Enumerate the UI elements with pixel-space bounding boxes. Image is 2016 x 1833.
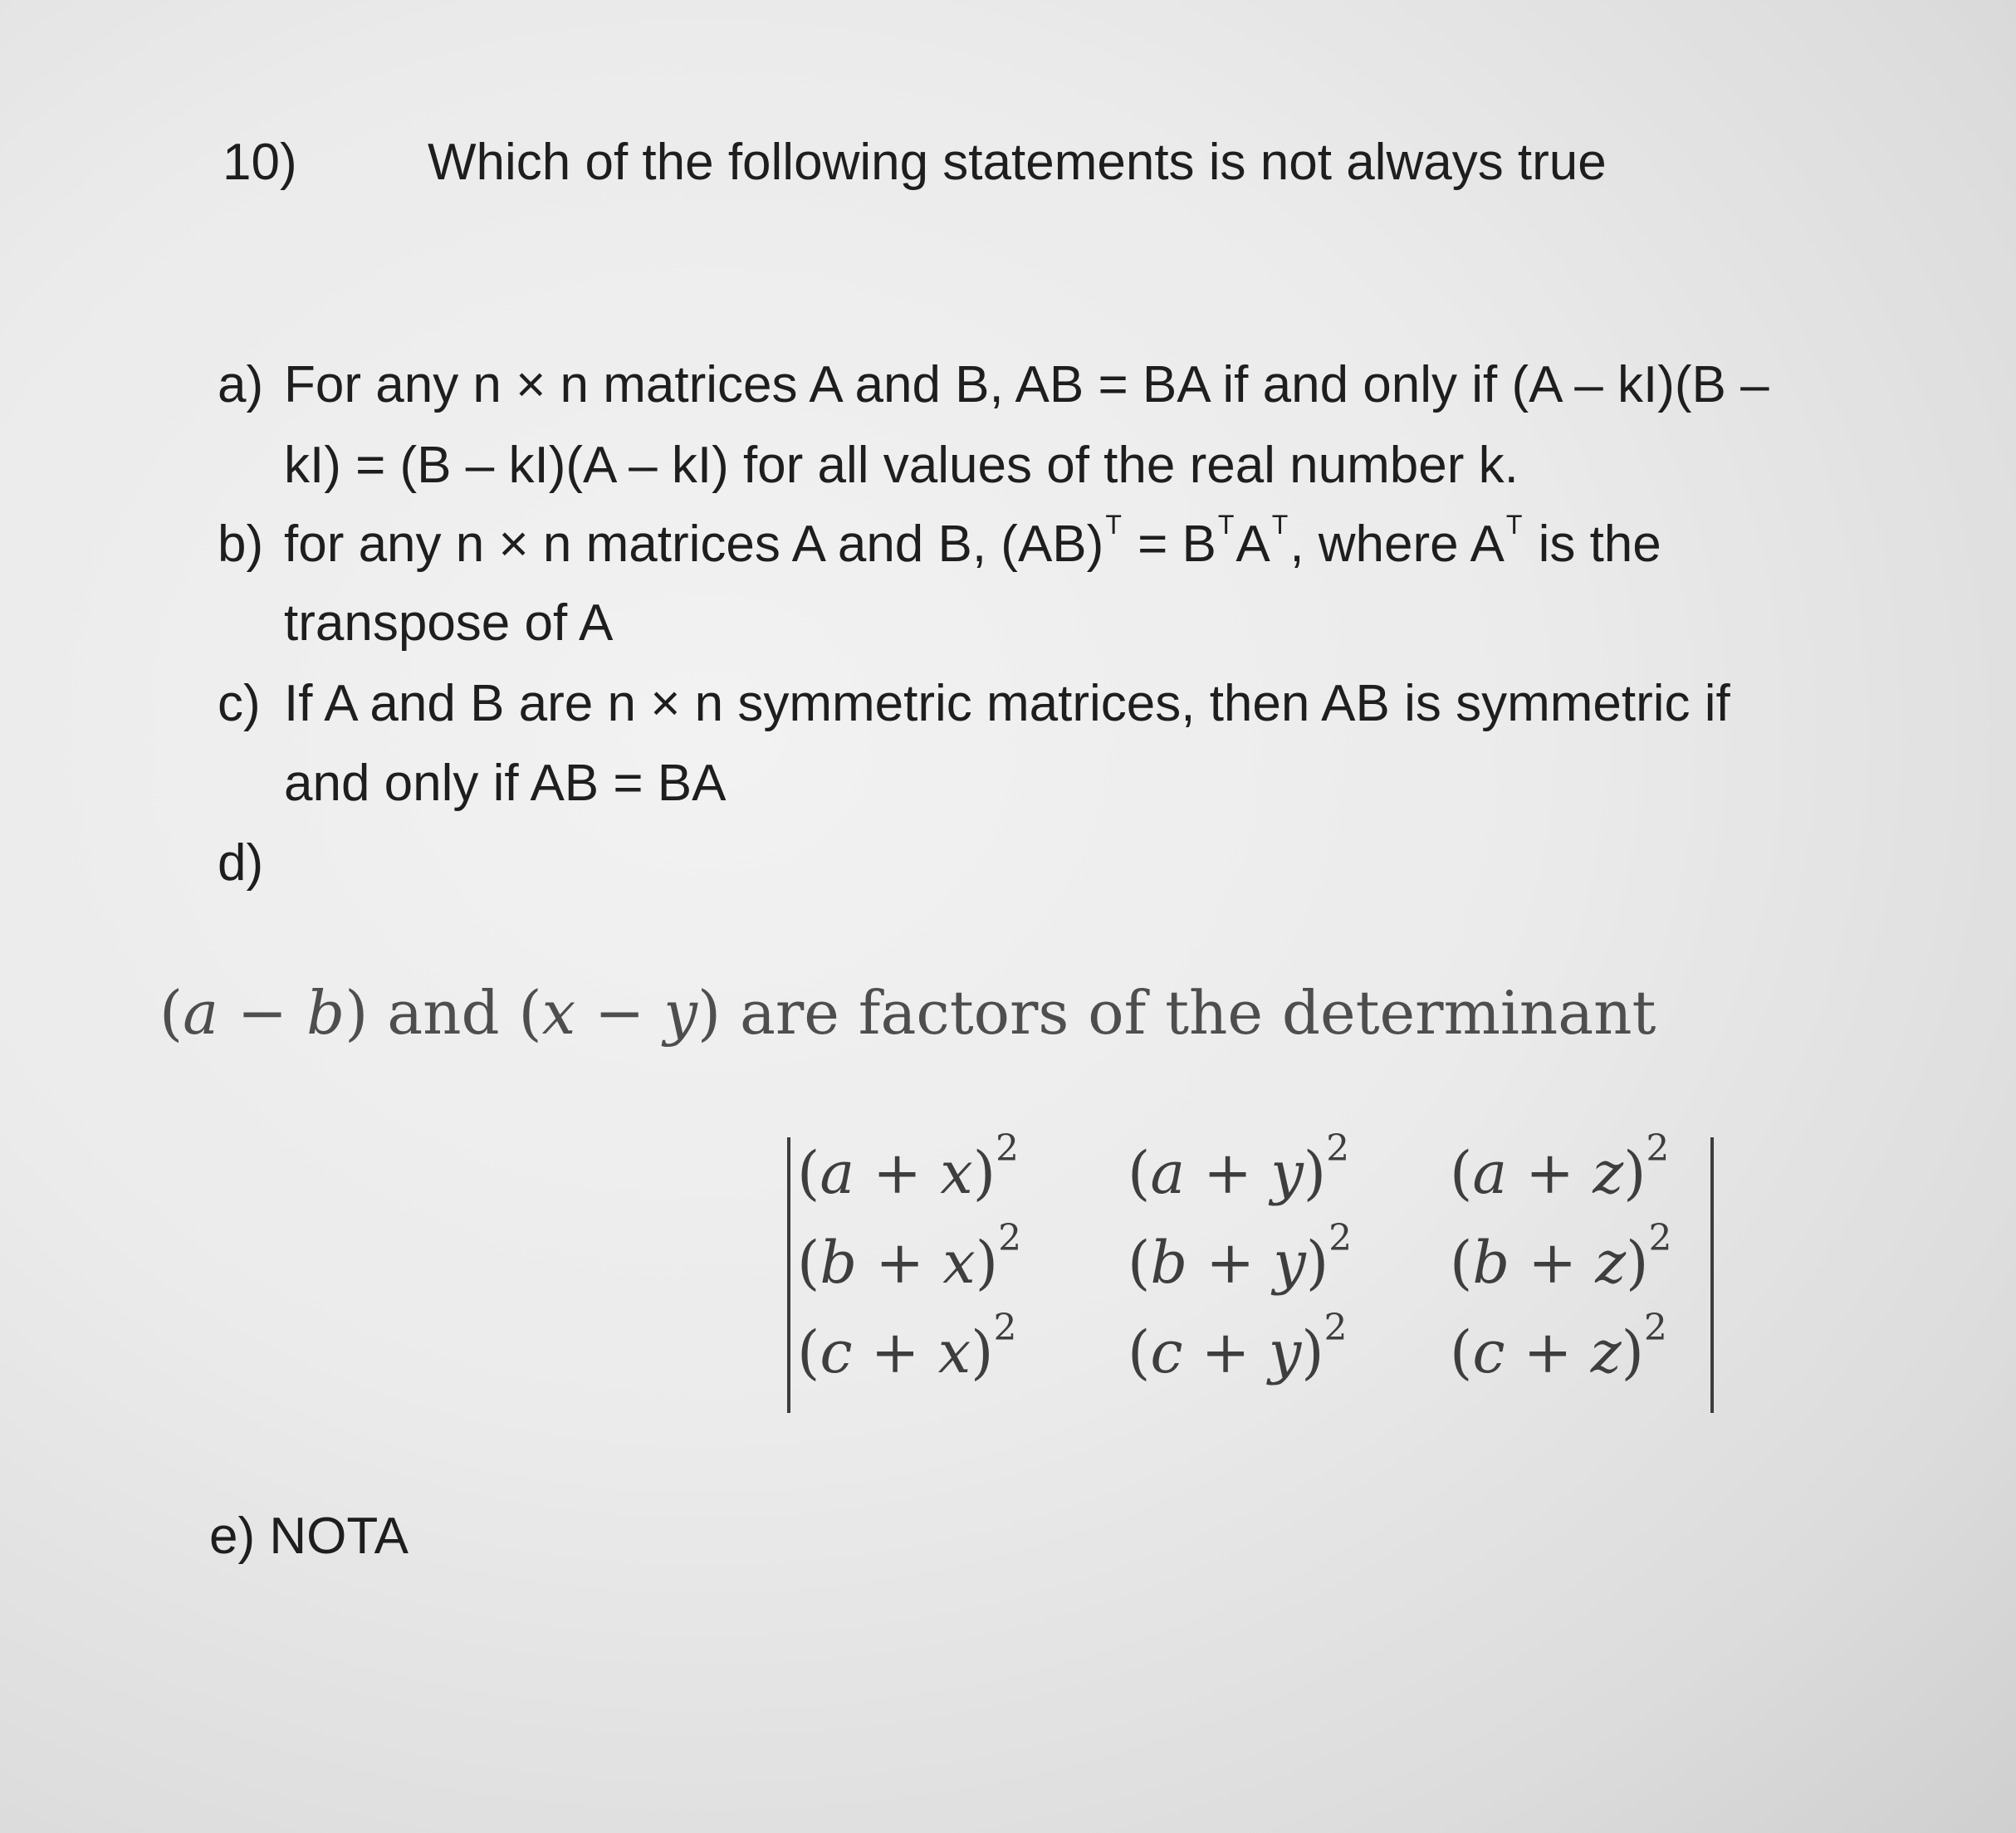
option-b-line-1 (284, 510, 1661, 574)
option-c-letter: c) (218, 675, 261, 732)
matrix-var: c (820, 1318, 853, 1386)
determinant-caption (159, 978, 1656, 1048)
matrix-exponent: 2 (993, 1307, 1017, 1349)
caption-var-a: a (183, 978, 219, 1048)
matrix-cell: $(c + z)^2$ (1450, 1307, 1667, 1386)
matrix-exponent: 2 (998, 1217, 1022, 1259)
matrix-var: a (820, 1139, 855, 1207)
caption-minus: − (218, 978, 307, 1048)
matrix-var: x (937, 1318, 971, 1386)
matrix-var: a (1472, 1139, 1508, 1207)
caption-minus: − (575, 978, 664, 1048)
option-d-letter: d) (218, 834, 264, 892)
matrix-var: z (1590, 1318, 1622, 1386)
question-text: Which of the following statements is not always true (428, 134, 1607, 191)
matrix-var: y (1273, 1229, 1306, 1297)
caption-paren: ( (159, 978, 183, 1048)
matrix-var: x (940, 1139, 973, 1207)
caption-var-y: y (663, 978, 697, 1048)
option-e-text: NOTA (269, 1508, 409, 1565)
matrix-var: b (820, 1229, 858, 1297)
matrix-cell: $(b + z)^2$ (1450, 1217, 1672, 1297)
matrix-cell: $(a + z)^2$ (1450, 1127, 1670, 1207)
matrix-cell: $(b + x)^2$ (797, 1217, 1022, 1297)
matrix-exponent: 2 (1648, 1217, 1672, 1259)
option-b-line-2: transpose of A (284, 594, 614, 652)
matrix-var: a (1150, 1139, 1186, 1207)
determinant-matrix (787, 1127, 1714, 1413)
matrix-var: x (942, 1229, 976, 1297)
matrix-var: c (1150, 1318, 1183, 1386)
matrix-cell: $(c + x)^2$ (797, 1307, 1017, 1386)
caption-var-b: b (306, 978, 345, 1048)
matrix-exponent: 2 (996, 1127, 1019, 1170)
matrix-var: b (1472, 1229, 1510, 1297)
option-c-line-1: If A and B are n × n symmetric matrices, then AB is symmetric if (284, 675, 1730, 732)
transpose-superscript: T (1105, 510, 1122, 540)
matrix-exponent: 2 (1646, 1127, 1670, 1170)
option-e (209, 1507, 409, 1566)
matrix-exponent: 2 (1326, 1127, 1350, 1170)
matrix-var: z (1595, 1229, 1627, 1297)
matrix-cell: $(a + y)^2$ (1128, 1127, 1350, 1207)
transpose-superscript: T (1505, 510, 1523, 540)
transpose-superscript: T (1271, 510, 1289, 540)
option-b-text-part-2: = B (1123, 516, 1216, 573)
caption-var-x: x (541, 978, 576, 1048)
matrix-cell: $(b + y)^2$ (1128, 1217, 1353, 1297)
option-b-text-part-1: for any n × n matrices A and B, (AB) (284, 516, 1104, 573)
option-e-letter: e) (209, 1508, 256, 1565)
matrix-cell: $(c + y)^2$ (1128, 1307, 1348, 1386)
matrix-cell: $(a + x)^2$ (797, 1127, 1019, 1207)
option-a-line-1: For any n × n matrices A and B, AB = BA if and only if (A – kI)(B – (284, 356, 1769, 413)
matrix-var: y (1268, 1318, 1302, 1386)
option-a-line-2: kI) = (B – kI)(A – kI) for all values of the real number k. (284, 437, 1519, 494)
option-b-text-part-3: A (1236, 516, 1270, 573)
matrix-var: z (1593, 1139, 1624, 1207)
matrix-var: c (1472, 1318, 1505, 1386)
matrix-exponent: 2 (1643, 1307, 1667, 1349)
caption-and: ) and ( (345, 978, 542, 1048)
matrix-var: y (1270, 1139, 1304, 1207)
question-number: 10) (223, 134, 297, 191)
option-a-letter: a) (218, 356, 264, 413)
matrix-var: b (1150, 1229, 1188, 1297)
matrix-exponent: 2 (1324, 1307, 1348, 1349)
matrix-exponent: 2 (1329, 1217, 1353, 1259)
option-b-text-part-5: is the (1524, 516, 1661, 573)
option-b-text-part-4: , where A (1289, 516, 1505, 573)
option-c-line-2: and only if AB = BA (284, 755, 727, 812)
option-b-letter: b) (218, 516, 264, 573)
caption-tail: ) are factors of the determinant (697, 978, 1656, 1048)
transpose-superscript: T (1217, 510, 1235, 540)
